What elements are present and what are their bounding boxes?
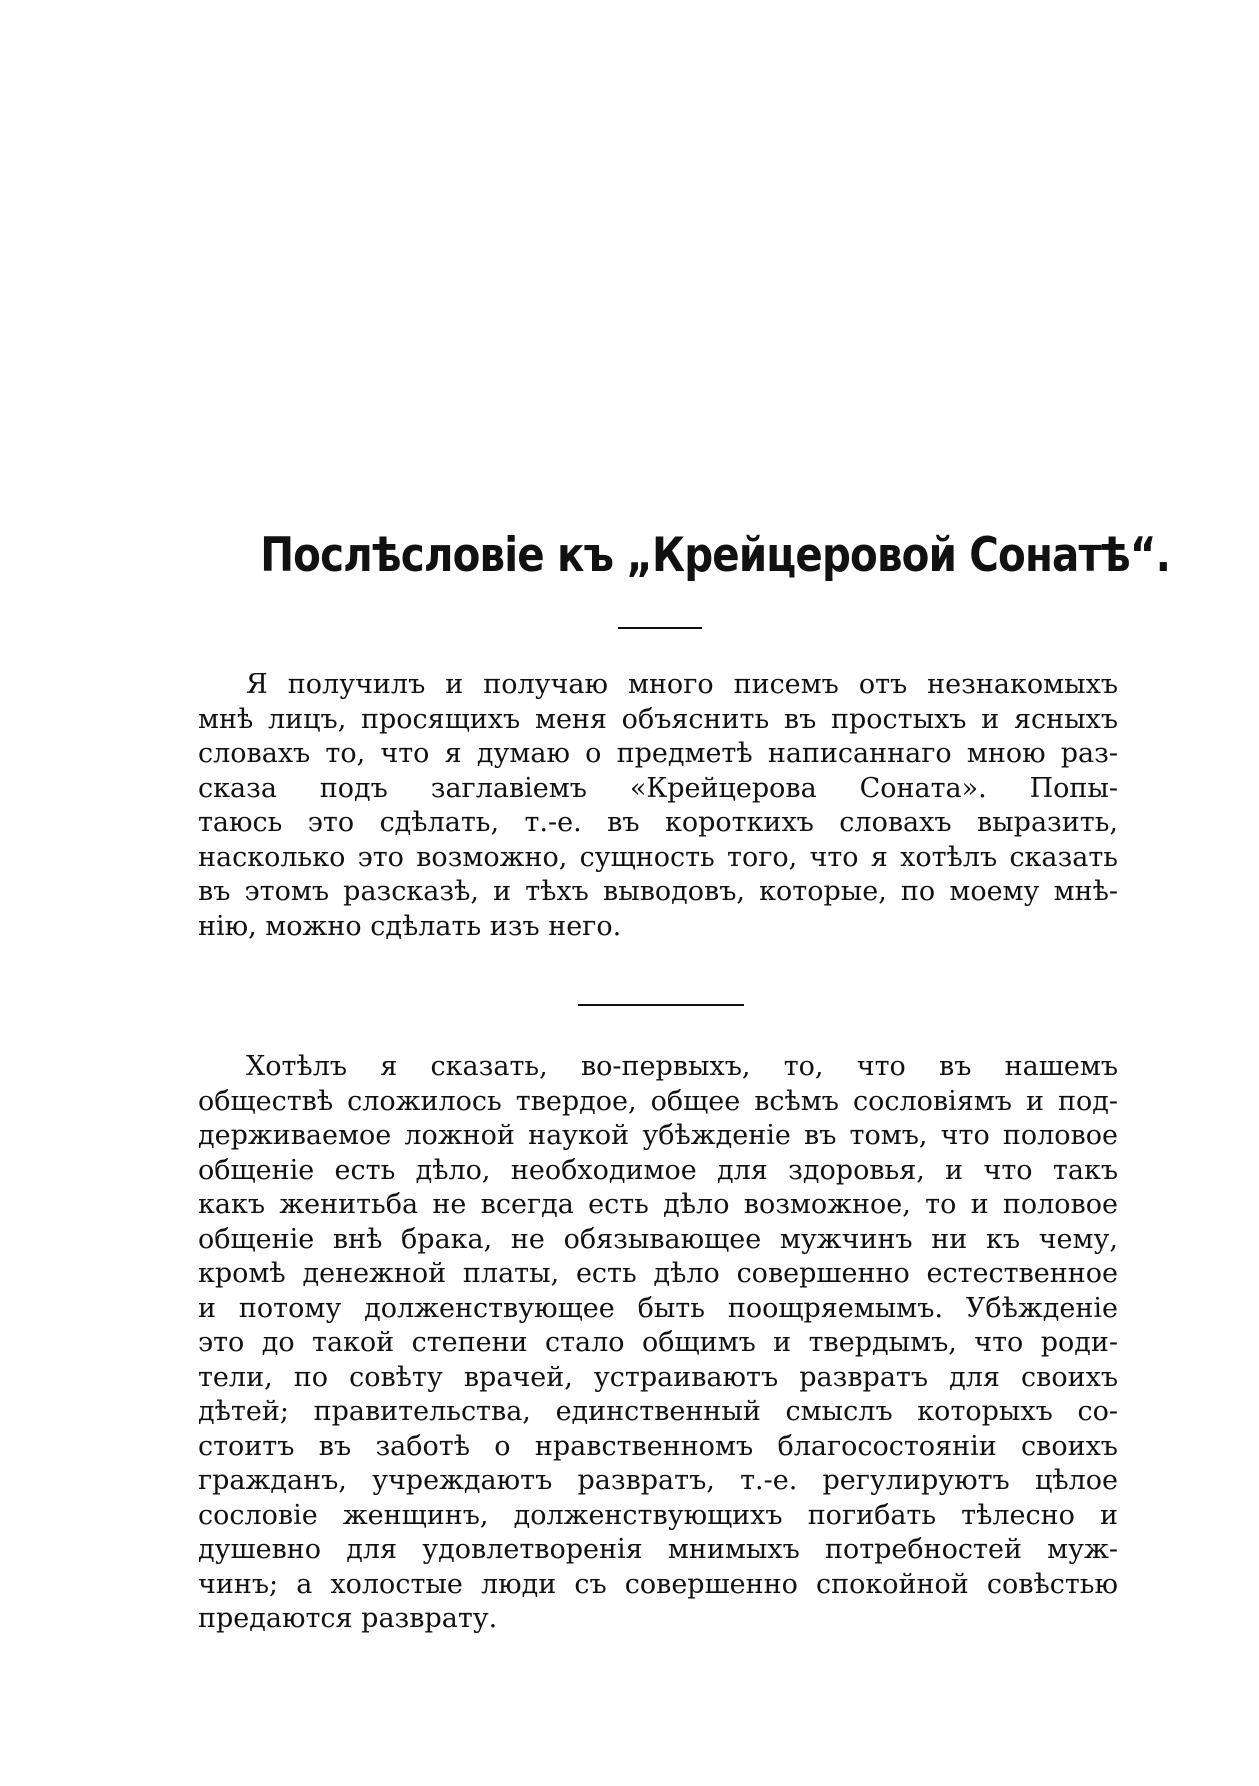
text-line: чинъ; а холостые люди съ совершенно спокойной совѣстью (198, 1568, 1118, 1600)
text-line: сказа подъ заглавіемъ «Крейцерова Соната». Попы- (198, 772, 1118, 804)
title-divider (618, 627, 702, 629)
page-title: Послѣсловіе къ „Крейцеровой Сонатѣ“. (260, 528, 1171, 583)
text-line: и потому долженствующее быть поощряемымъ. Убѣжденіе (198, 1292, 1118, 1324)
paragraph-1 (198, 668, 1118, 944)
text-line: общеніе есть дѣло, необходимое для здоровья, и что такъ (198, 1154, 1118, 1186)
text-line: стоитъ въ заботѣ о нравственномъ благосостояніи своихъ (198, 1430, 1118, 1462)
text-line: нію, можно сдѣлать изъ него. (198, 910, 622, 942)
text-line: какъ женитьба не всегда есть дѣло возможное, то и половое (198, 1189, 1118, 1220)
text-line: предаются разврату. (198, 1603, 498, 1634)
text-line: Я получилъ и получаю много писемъ отъ незнакомыхъ (246, 669, 1118, 700)
text-line: въ этомъ разсказѣ, и тѣхъ выводовъ, которые, по моему мнѣ- (198, 876, 1118, 907)
text-line: дѣтей; правительства, единственный смыслъ которыхъ со- (198, 1396, 1118, 1427)
section-divider (578, 1004, 744, 1006)
text-line: кромѣ денежной платы, есть дѣло совершенно естественное (198, 1258, 1118, 1289)
text-line: Хотѣлъ я сказать, во-первыхъ, то, что въ нашемъ (246, 1051, 1118, 1082)
text-line: общеніе внѣ брака, не обязывающее мужчинъ ни къ чему, (198, 1223, 1118, 1255)
text-line: мнѣ лицъ, просящихъ меня объяснить въ простыхъ и ясныхъ (198, 703, 1118, 735)
text-line: словахъ то, что я думаю о предметѣ написаннаго мною раз- (198, 738, 1118, 769)
paragraph-2 (198, 1050, 1118, 1637)
text-line: держиваемое ложной наукой убѣжденіе въ томъ, что половое (198, 1120, 1118, 1151)
text-line: таюсь это сдѣлать, т.-е. въ короткихъ словахъ выразить, (198, 807, 1118, 838)
text-line: гражданъ, учреждаютъ развратъ, т.-е. регулируютъ цѣлое (198, 1465, 1118, 1496)
text-line: сословіе женщинъ, долженствующихъ погибать тѣлесно и (198, 1499, 1118, 1531)
text-line: обществѣ сложилось твердое, общее всѣмъ сословіямъ и под- (198, 1085, 1118, 1117)
text-line: это до такой степени стало общимъ и твердымъ, что роди- (198, 1327, 1118, 1358)
text-line: душевно для удовлетворенія мнимыхъ потребностей муж- (198, 1534, 1118, 1565)
text-line: тели, по совѣту врачей, устраиваютъ развратъ для своихъ (198, 1361, 1118, 1393)
text-line: насколько это возможно, сущность того, что я хотѣлъ сказать (198, 841, 1118, 873)
